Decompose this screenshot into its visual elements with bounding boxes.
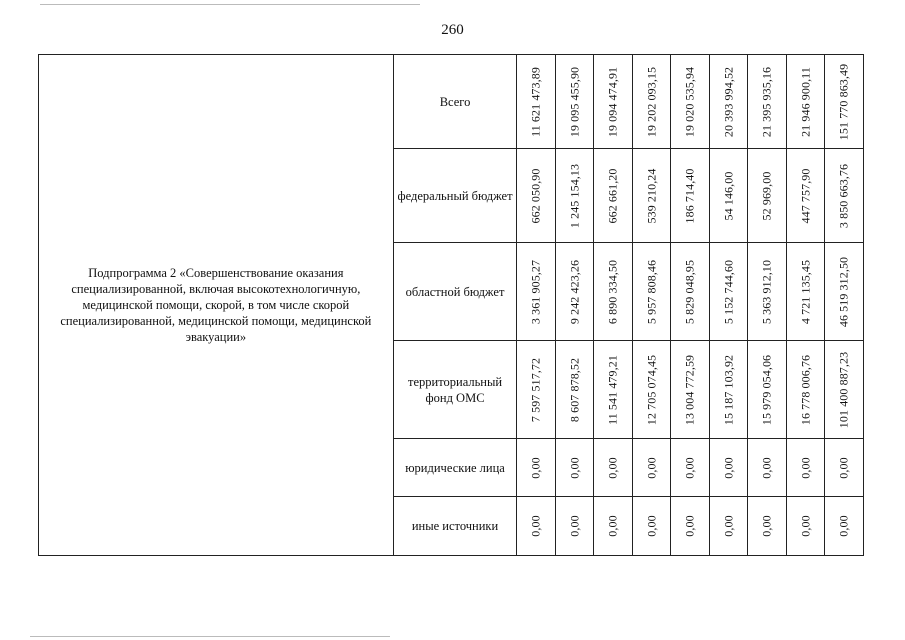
value-cell [748,439,787,497]
value-text: 5 363 912,10 [759,259,774,324]
value-text: 15 979 054,06 [759,354,774,425]
value-cell [594,149,633,243]
value-text: 662 661,20 [605,168,620,223]
value-text: 0,00 [759,456,774,479]
value-cell [709,149,748,243]
value-text: 0,00 [567,515,582,537]
value-cell [671,341,710,439]
value-text: 0,00 [605,456,620,479]
value-cell [671,439,710,497]
value-text: 19 095 455,90 [567,66,582,137]
value-text: 0,00 [798,456,813,479]
value-text: 0,00 [682,515,697,537]
value-text: 7 597 517,72 [528,357,543,422]
value-text: 0,00 [682,456,697,479]
value-text: 0,00 [836,515,851,537]
value-cell [555,341,594,439]
value-cell [825,55,864,149]
value-text: 52 969,00 [759,171,774,220]
value-text: 0,00 [644,456,659,479]
value-cell [632,55,671,149]
value-cell [632,439,671,497]
funding-table [38,54,864,556]
bottom-scan-line [30,636,390,637]
value-cell [594,497,633,556]
value-cell [632,149,671,243]
value-text: 0,00 [567,456,582,479]
value-text: 16 778 006,76 [798,354,813,425]
value-text: 0,00 [759,515,774,537]
value-text: 11 541 479,21 [605,354,620,425]
value-text: 0,00 [721,456,736,479]
value-cell [786,55,825,149]
value-cell [555,55,594,149]
value-cell [786,149,825,243]
funding-source-label: Всего [393,55,517,149]
value-cell [671,149,710,243]
value-text: 0,00 [528,515,543,537]
value-text: 0,00 [644,515,659,537]
value-cell [748,341,787,439]
value-text: 6 890 334,50 [605,259,620,324]
value-cell [517,55,556,149]
value-text: 0,00 [528,456,543,479]
top-scan-line [40,4,420,5]
value-text: 662 050,90 [528,168,543,223]
value-text: 15 187 103,92 [721,354,736,425]
value-text: 1 245 154,13 [567,163,582,228]
value-cell [594,243,633,341]
value-text: 5 152 744,60 [721,259,736,324]
value-text: 11 621 473,89 [528,66,543,137]
value-text: 19 020 535,94 [682,66,697,137]
value-text: 19 202 093,15 [644,66,659,137]
value-cell [671,497,710,556]
value-cell [594,341,633,439]
funding-source-label: юридические лица [393,439,517,497]
value-text: 4 721 135,45 [798,259,813,324]
value-cell [517,243,556,341]
value-cell [825,497,864,556]
value-text: 3 850 663,76 [836,163,851,228]
value-cell [786,341,825,439]
value-cell [748,497,787,556]
value-cell [594,55,633,149]
value-cell [748,149,787,243]
value-text: 0,00 [798,515,813,537]
value-text: 0,00 [721,515,736,537]
value-cell [517,497,556,556]
value-cell [825,439,864,497]
value-text: 5 829 048,95 [682,259,697,324]
funding-source-label: областной бюджет [393,243,517,341]
value-text: 8 607 878,52 [567,357,582,422]
value-text: 539 210,24 [644,168,659,223]
value-cell [786,243,825,341]
value-cell [555,149,594,243]
value-cell [555,243,594,341]
value-cell [786,439,825,497]
value-text: 46 519 312,50 [836,256,851,327]
value-cell [748,243,787,341]
value-text: 21 395 935,16 [759,66,774,137]
value-text: 0,00 [836,456,851,479]
value-cell [555,497,594,556]
value-cell [825,243,864,341]
value-text: 447 757,90 [798,168,813,223]
funding-source-label: территориальный фонд ОМС [393,341,517,439]
value-text: 21 946 900,11 [798,66,813,137]
value-cell [709,243,748,341]
value-text: 0,00 [605,515,620,537]
funding-source-label: федеральный бюджет [393,149,517,243]
table-row [39,55,864,149]
value-cell [709,439,748,497]
value-text: 9 242 423,26 [567,259,582,324]
value-cell [517,149,556,243]
value-cell [632,243,671,341]
value-text: 101 400 887,23 [836,351,851,428]
value-text: 19 094 474,91 [605,66,620,137]
value-text: 151 770 863,49 [836,63,851,140]
value-text: 20 393 994,52 [721,66,736,137]
value-cell [671,55,710,149]
value-cell [748,55,787,149]
value-cell [709,341,748,439]
value-text: 5 957 808,46 [644,259,659,324]
funding-source-label: иные источники [393,497,517,556]
value-cell [825,341,864,439]
value-cell [632,497,671,556]
value-cell [709,55,748,149]
value-cell [786,497,825,556]
value-cell [671,243,710,341]
value-cell [632,341,671,439]
value-cell [825,149,864,243]
value-cell [594,439,633,497]
value-text: 12 705 074,45 [644,354,659,425]
page-number: 260 [441,22,464,38]
value-cell [517,341,556,439]
value-text: 13 004 772,59 [682,354,697,425]
value-cell [709,497,748,556]
program-title: Подпрограмма 2 «Совершенствование оказания специализированной, включая высокотехнологичную, медицинской помощи, скорой, в том числе скорой специализированной, медицинской помощи, медицинской эвакуации» [39,55,394,556]
value-text: 54 146,00 [721,171,736,220]
value-text: 3 361 905,27 [528,259,543,324]
value-cell [555,439,594,497]
value-cell [517,439,556,497]
value-text: 186 714,40 [682,168,697,223]
